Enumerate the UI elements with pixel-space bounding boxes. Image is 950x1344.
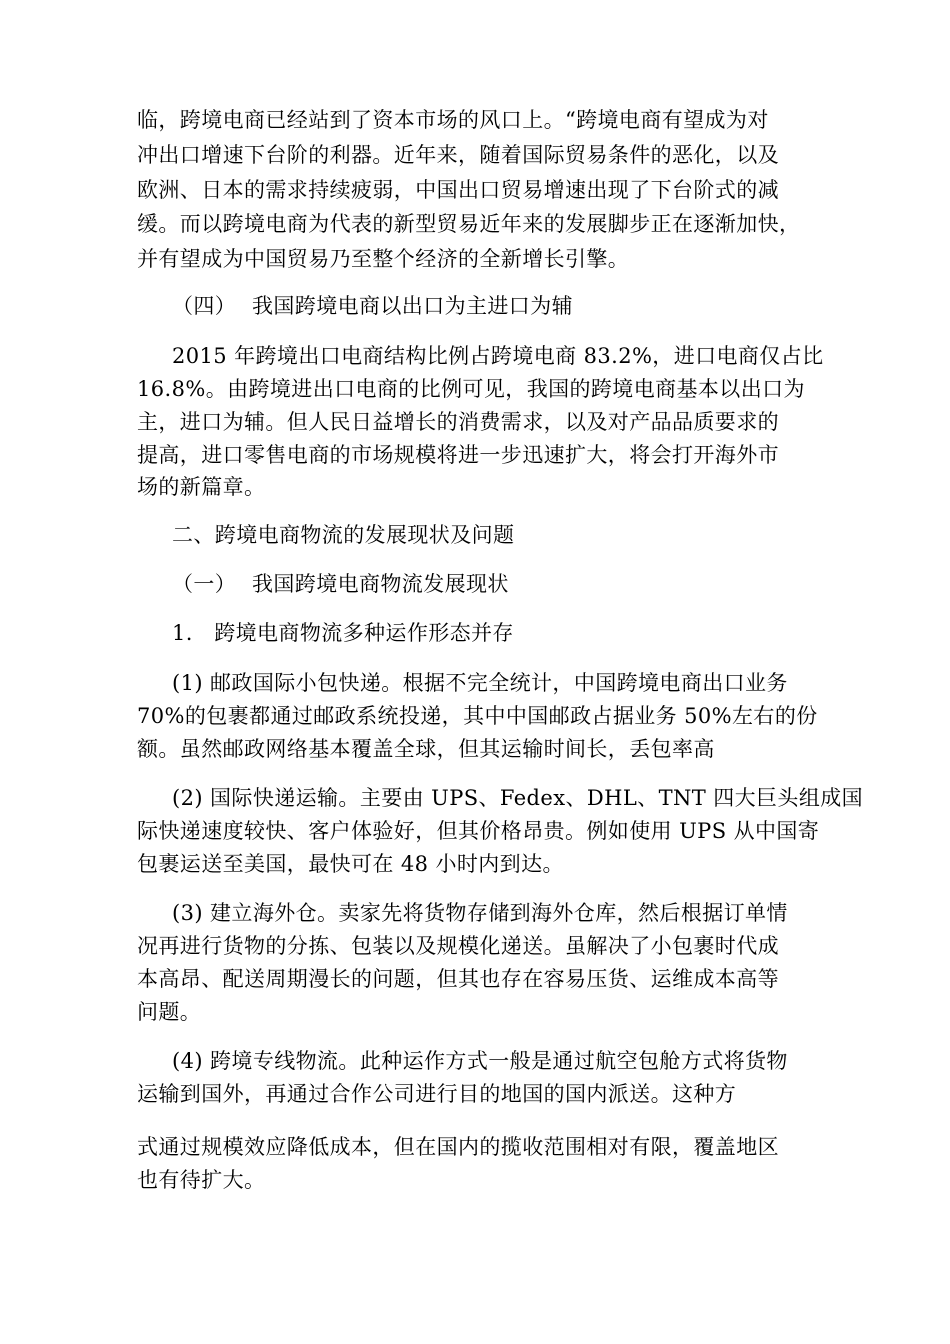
text-line: 运输到国外，再通过合作公司进行目的地国的国内派送。这种方: [137, 1082, 737, 1106]
text-line: 缓。而以跨境电商为代表的新型贸易近年来的发展脚步正在逐渐加快，: [137, 212, 801, 236]
text-line: 包裹运送至美国，最快可在 48 小时内到达。: [137, 852, 564, 876]
chapter-heading: 二、跨境电商物流的发展现状及问题: [172, 523, 515, 547]
text-line: 16.8%。由跨境进出口电商的比例可见，我国的跨境电商基本以出口为: [137, 377, 805, 401]
text-line: 也有待扩大。: [137, 1168, 266, 1192]
text-line: 本高昂、配送周期漫长的问题，但其也存在容易压货、运维成本高等: [137, 967, 779, 991]
text-line: 并有望成为中国贸易乃至整个经济的全新增长引擎。: [137, 247, 630, 271]
section-heading: [172, 290, 573, 322]
text-line: 2015 年跨境出口电商结构比例占跨境电商 83.2%，进口电商仅占比: [172, 344, 824, 368]
section-title: 我国跨境电商物流发展现状: [252, 572, 509, 596]
section-number: （一）: [172, 572, 237, 596]
section-number: （四）: [172, 294, 237, 318]
text-line: 场的新篇章。: [137, 475, 266, 499]
section-title: 我国跨境电商以出口为主进口为辅: [252, 294, 573, 318]
section-heading: [172, 568, 509, 600]
text-line: 冲出口增速下台阶的利器。近年来，随着国际贸易条件的恶化，以及: [137, 143, 779, 167]
text-line: 提高，进口零售电商的市场规模将进一步迅速扩大，将会打开海外市: [137, 443, 779, 467]
text-line: 欧洲、日本的需求持续疲弱，中国出口贸易增速出现了下台阶式的减: [137, 178, 779, 202]
text-line: 主，进口为辅。但人民日益增长的消费需求，以及对产品品质要求的: [137, 410, 779, 434]
text-line: 式通过规模效应降低成本，但在国内的揽收范围相对有限，覆盖地区: [137, 1135, 779, 1159]
text-line: 70%的包裹都通过邮政系统投递，其中中国邮政占据业务 50%左右的份: [137, 704, 818, 728]
text-line: 况再进行货物的分拣、包装以及规模化递送。虽解决了小包裹时代成: [137, 934, 779, 958]
text-line: (3) 建立海外仓。卖家先将货物存储到海外仓库，然后根据订单情: [172, 901, 788, 925]
text-line: 额。虽然邮政网络基本覆盖全球，但其运输时间长，丢包率高: [137, 737, 715, 761]
text-line: 问题。: [137, 1000, 202, 1024]
text-line: (4) 跨境专线物流。此种运作方式一般是通过航空包舱方式将货物: [172, 1049, 788, 1073]
text-line: (1) 邮政国际小包快递。根据不完全统计，中国跨境电商出口业务: [172, 671, 788, 695]
text-line: (2) 国际快递运输。主要由 UPS、Fedex、DHL、TNT 四大巨头组成国: [172, 786, 864, 810]
text-line: 际快递速度较快、客户体验好，但其价格昂贵。例如使用 UPS 从中国寄: [137, 819, 820, 843]
item-heading: 1. 跨境电商物流多种运作形态并存: [172, 621, 514, 645]
text-line: 临，跨境电商已经站到了资本市场的风口上。“跨境电商有望成为对: [137, 108, 769, 132]
